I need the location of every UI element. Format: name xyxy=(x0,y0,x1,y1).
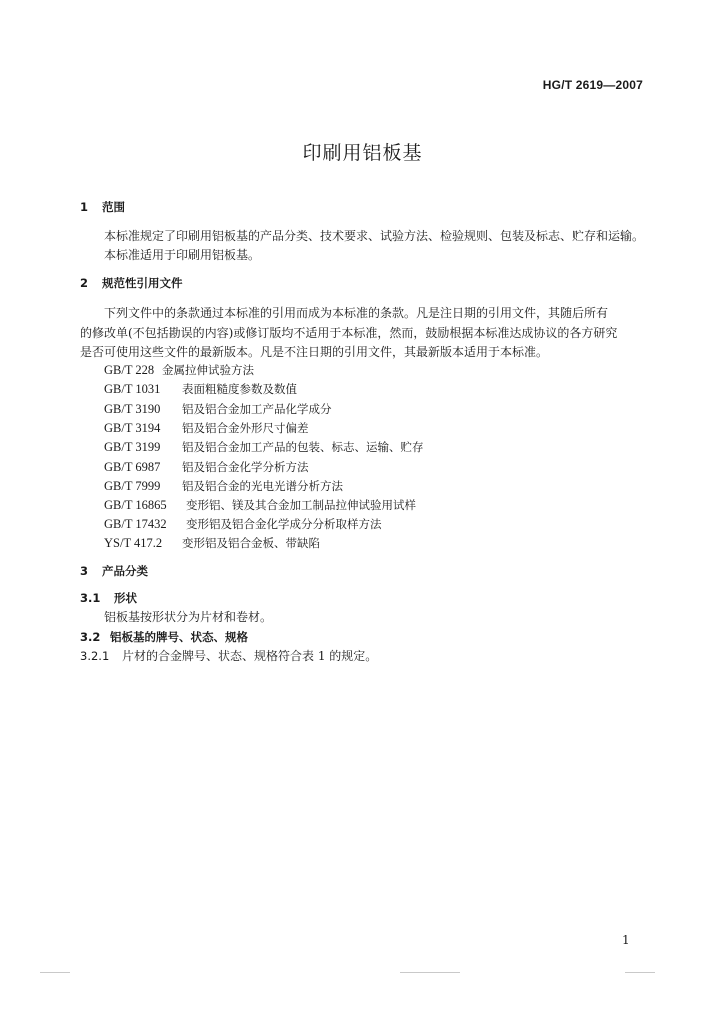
reference-title: 铝及铝合金加工产品化学成分 xyxy=(182,402,332,416)
reference-code: YS/T 417.2 xyxy=(104,536,163,550)
section-3-2-heading xyxy=(80,629,248,645)
page-title: 印刷用铝板基 xyxy=(302,142,423,164)
reference-code: GB/T 3199 xyxy=(104,440,161,454)
standard-code: HG/T 2619—2007 xyxy=(542,78,643,92)
reference-item xyxy=(104,535,320,551)
reference-title: 表面粗糙度参数及数值 xyxy=(182,382,297,396)
section-3-heading xyxy=(80,563,148,579)
reference-item xyxy=(104,516,382,532)
normative-paragraph-line-2: 的修改单(不包括勘误的内容)或修订版均不适用于本标准，然而，鼓励根据本标准达成协议的各方研究 xyxy=(80,326,618,340)
reference-code: GB/T 6987 xyxy=(104,460,161,474)
reference-title: 铝及铝合金外形尺寸偏差 xyxy=(182,421,309,435)
reference-code: GB/T 3194 xyxy=(104,421,161,435)
reference-code: GB/T 7999 xyxy=(104,479,161,493)
reference-code: GB/T 228 xyxy=(104,363,155,377)
reference-title: 金属拉伸试验方法 xyxy=(162,363,254,377)
scan-artifact-line xyxy=(400,972,460,973)
section-number: 3.2 xyxy=(80,630,101,644)
reference-item xyxy=(104,381,297,397)
reference-title: 铝及铝合金化学分析方法 xyxy=(182,460,309,474)
reference-item xyxy=(104,420,309,436)
section-number: 1 xyxy=(80,200,89,214)
section-3-2-1 xyxy=(80,648,377,664)
section-number: 2 xyxy=(80,276,89,290)
scope-paragraph-1: 本标准规定了印刷用铝板基的产品分类、技术要求、试验方法、检验规则、包装及标志、贮存和运输。 xyxy=(104,229,645,243)
reference-item xyxy=(104,478,343,494)
reference-code: GB/T 17432 xyxy=(104,517,167,531)
reference-item xyxy=(104,401,332,417)
page-number: 1 xyxy=(622,933,630,947)
section-title: 形状 xyxy=(114,591,137,605)
shape-paragraph: 铝板基按形状分为片材和卷材。 xyxy=(104,610,273,624)
reference-title: 变形铝、镁及其合金加工制品拉伸试验用试样 xyxy=(186,498,416,512)
normative-paragraph-line-1: 下列文件中的条款通过本标准的引用而成为本标准的条款。凡是注日期的引用文件，其随后所有 xyxy=(104,306,609,320)
reference-item xyxy=(104,497,416,513)
scan-artifact-line xyxy=(625,972,655,973)
reference-item xyxy=(104,362,254,378)
section-1-heading xyxy=(80,199,125,215)
clause-text: 片材的合金牌号、状态、规格符合表 1 的规定。 xyxy=(122,649,378,663)
section-number: 3.1 xyxy=(80,591,101,605)
section-number: 3 xyxy=(80,564,89,578)
reference-title: 铝及铝合金加工产品的包装、标志、运输、贮存 xyxy=(182,440,424,454)
reference-title: 铝及铝合金的光电光谱分析方法 xyxy=(182,479,343,493)
section-title: 产品分类 xyxy=(102,564,148,578)
reference-code: GB/T 16865 xyxy=(104,498,167,512)
reference-item xyxy=(104,439,424,455)
section-2-heading xyxy=(80,275,183,291)
section-number: 3.2.1 xyxy=(80,649,110,663)
scan-artifact-line xyxy=(40,972,70,973)
reference-title: 变形铝及铝合金板、带缺陷 xyxy=(182,536,320,550)
reference-title: 变形铝及铝合金化学成分分析取样方法 xyxy=(186,517,382,531)
scope-paragraph-2: 本标准适用于印刷用铝板基。 xyxy=(104,248,261,262)
section-3-1-heading xyxy=(80,590,137,606)
reference-code: GB/T 3190 xyxy=(104,402,161,416)
section-title: 范围 xyxy=(102,200,125,214)
section-title: 规范性引用文件 xyxy=(102,276,183,290)
reference-code: GB/T 1031 xyxy=(104,382,161,396)
section-title: 铝板基的牌号、状态、规格 xyxy=(110,630,248,644)
reference-item xyxy=(104,459,309,475)
normative-paragraph-line-3: 是否可使用这些文件的最新版本。凡是不注日期的引用文件，其最新版本适用于本标准。 xyxy=(80,345,549,359)
